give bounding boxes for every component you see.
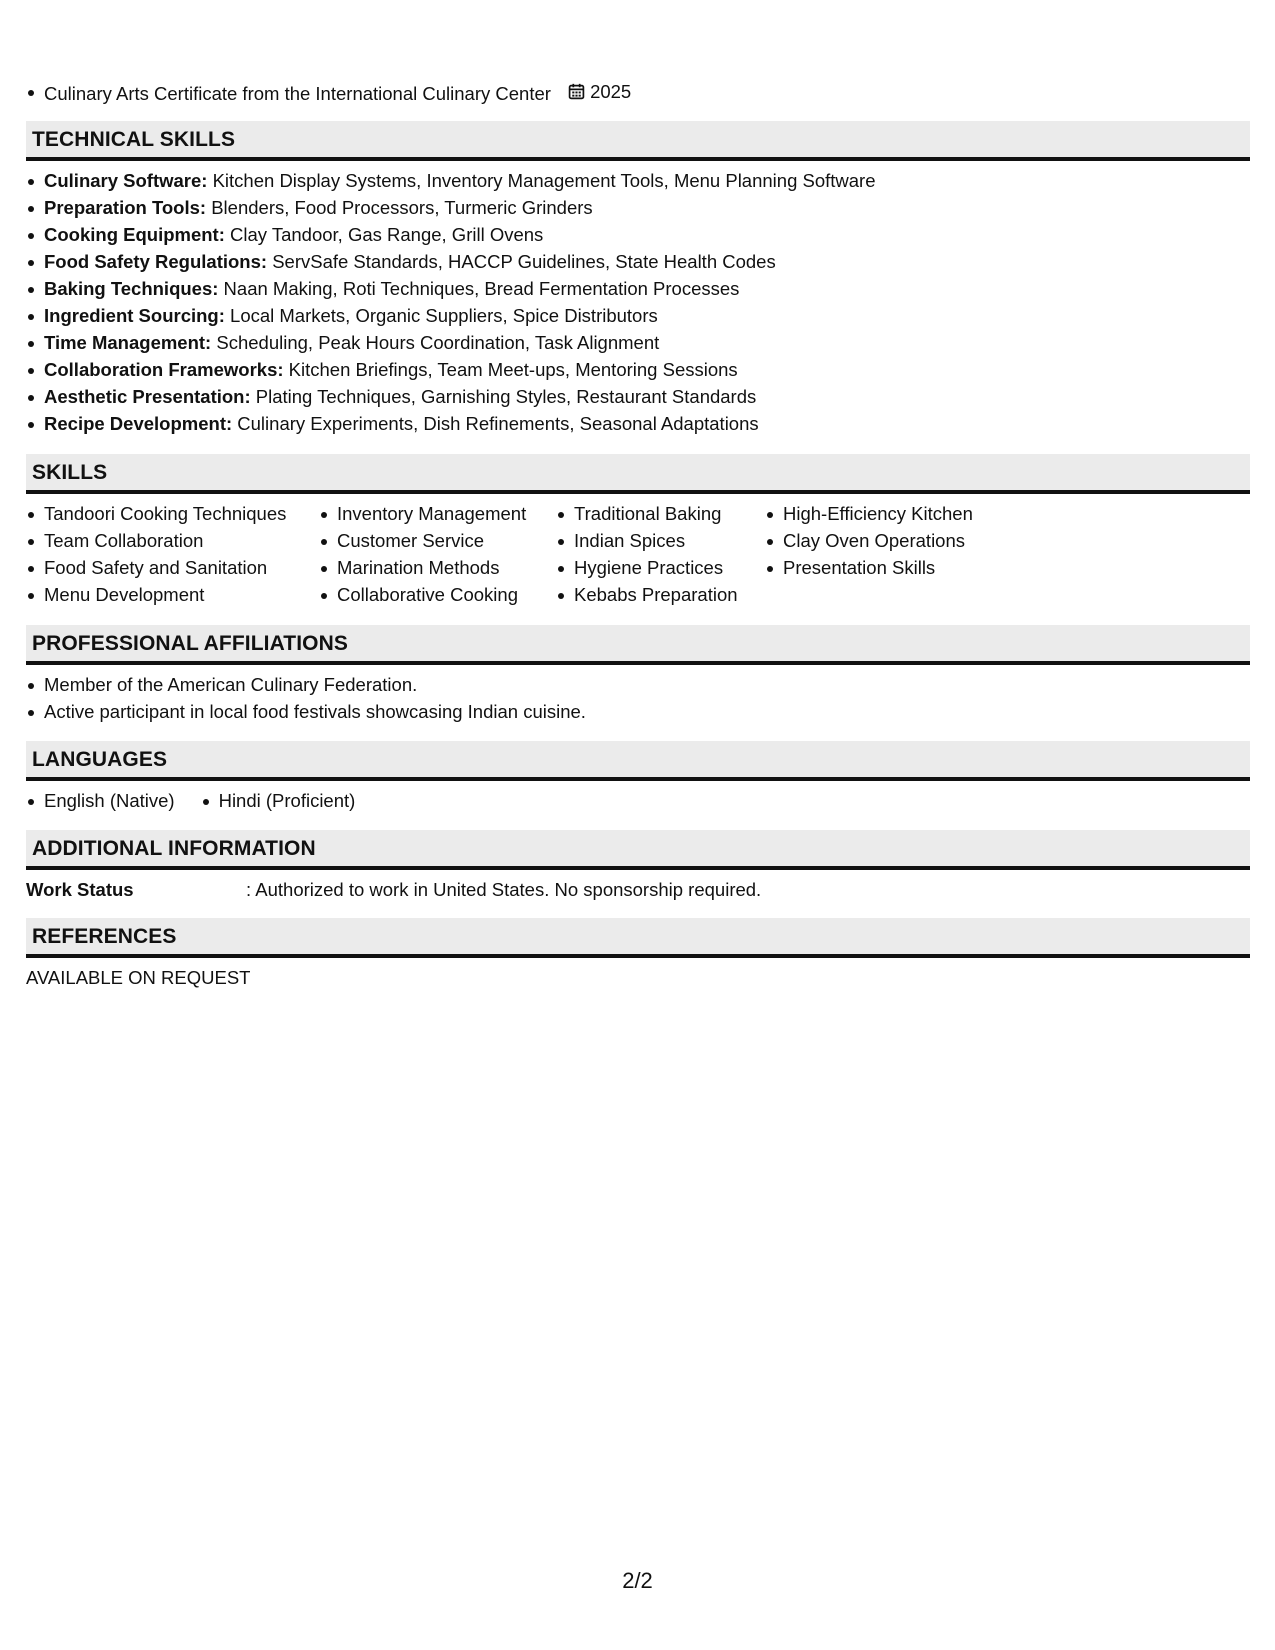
section-header: [26, 121, 1250, 161]
list-item: Kebabs Preparation: [556, 581, 765, 608]
resume-page: [26, 0, 1250, 1650]
list-item: Menu Development: [26, 581, 319, 608]
skill-label: Recipe Development:: [44, 413, 233, 434]
section-title: PROFESSIONAL AFFILIATIONS: [32, 632, 348, 655]
list-item: Clay Oven Operations: [765, 527, 1025, 554]
skill-value: Scheduling, Peak Hours Coordination, Task Alignment: [216, 332, 660, 353]
section-title: ADDITIONAL INFORMATION: [32, 837, 316, 860]
section-title: SKILLS: [32, 461, 108, 484]
list-item: Food Safety and Sanitation: [26, 554, 319, 581]
references-section: [26, 918, 1250, 991]
skill-value: ServSafe Standards, HACCP Guidelines, State Health Codes: [272, 251, 776, 272]
work-status-label: Work Status: [26, 879, 134, 900]
work-status-value: : Authorized to work in United States. No sponsorship required.: [246, 879, 762, 900]
skill-value: Kitchen Briefings, Team Meet-ups, Mentoring Sessions: [288, 359, 738, 380]
skill-label: Preparation Tools:: [44, 197, 207, 218]
list-item: Hindi (Proficient): [201, 787, 356, 814]
list-item: [26, 221, 1250, 248]
list-item: Customer Service: [319, 527, 556, 554]
skills-section: [26, 454, 1250, 608]
skills-column: [319, 500, 556, 608]
list-item: Active participant in local food festivals showcasing Indian cuisine.: [26, 698, 1250, 725]
list-item: Presentation Skills: [765, 554, 1025, 581]
list-item: Collaborative Cooking: [319, 581, 556, 608]
list-item: English (Native): [26, 787, 175, 814]
skills-column: [556, 500, 765, 608]
certification-date: [568, 78, 631, 105]
list-item: [26, 248, 1250, 275]
technical-skills-list: [26, 167, 1250, 437]
skill-value: Culinary Experiments, Dish Refinements, Seasonal Adaptations: [237, 413, 759, 434]
skill-value: Local Markets, Organic Suppliers, Spice Distributors: [230, 305, 658, 326]
affiliations-list: [26, 671, 1250, 725]
list-item: [26, 329, 1250, 356]
list-item: Member of the American Culinary Federation.: [26, 671, 1250, 698]
section-header: [26, 918, 1250, 958]
skill-label: Baking Techniques:: [44, 278, 219, 299]
list-item: [26, 275, 1250, 302]
certifications-list: [26, 78, 631, 107]
skill-label: Food Safety Regulations:: [44, 251, 268, 272]
info-row: [26, 876, 1250, 903]
list-item: Inventory Management: [319, 500, 556, 527]
languages-section: [26, 741, 1250, 814]
section-header: [26, 830, 1250, 870]
list-item: Hygiene Practices: [556, 554, 765, 581]
references-text: AVAILABLE ON REQUEST: [26, 967, 251, 988]
skill-label: Ingredient Sourcing:: [44, 305, 225, 326]
skill-value: Naan Making, Roti Techniques, Bread Fermentation Processes: [223, 278, 740, 299]
skill-value: Blenders, Food Processors, Turmeric Grinders: [211, 197, 593, 218]
section-header: [26, 625, 1250, 665]
section-header: [26, 454, 1250, 494]
list-item: [26, 383, 1250, 410]
list-item: [26, 167, 1250, 194]
skill-label: Time Management:: [44, 332, 212, 353]
skill-value: Kitchen Display Systems, Inventory Management Tools, Menu Planning Software: [212, 170, 876, 191]
list-item: [26, 410, 1250, 437]
list-item: Marination Methods: [319, 554, 556, 581]
skills-column: [26, 500, 319, 608]
skills-column: [765, 500, 1025, 608]
list-item: Tandoori Cooking Techniques: [26, 500, 319, 527]
list-item: Traditional Baking: [556, 500, 765, 527]
languages-list: [26, 787, 1250, 814]
skill-label: Cooking Equipment:: [44, 224, 225, 245]
list-item: [26, 78, 631, 107]
skills-grid: [26, 494, 1250, 608]
certification-text: Culinary Arts Certificate from the International Culinary Center: [44, 83, 551, 104]
list-item: High-Efficiency Kitchen: [765, 500, 1025, 527]
list-item: Indian Spices: [556, 527, 765, 554]
technical-skills-section: [26, 121, 1250, 437]
skill-label: Aesthetic Presentation:: [44, 386, 251, 407]
list-item: Team Collaboration: [26, 527, 319, 554]
section-title: LANGUAGES: [32, 748, 168, 771]
skill-label: Collaboration Frameworks:: [44, 359, 284, 380]
list-item: [26, 356, 1250, 383]
list-item: [26, 302, 1250, 329]
skill-value: Plating Techniques, Garnishing Styles, Restaurant Standards: [255, 386, 757, 407]
skill-label: Culinary Software:: [44, 170, 208, 191]
section-header: [26, 741, 1250, 781]
page-number: 2/2: [622, 1568, 653, 1593]
certification-year: 2025: [590, 81, 632, 102]
affiliations-section: [26, 625, 1250, 725]
additional-information-section: [26, 830, 1250, 903]
list-item: [26, 194, 1250, 221]
section-title: REFERENCES: [32, 925, 177, 948]
skill-value: Clay Tandoor, Gas Range, Grill Ovens: [230, 224, 544, 245]
section-title: TECHNICAL SKILLS: [32, 128, 236, 151]
calendar-icon: [568, 83, 585, 100]
